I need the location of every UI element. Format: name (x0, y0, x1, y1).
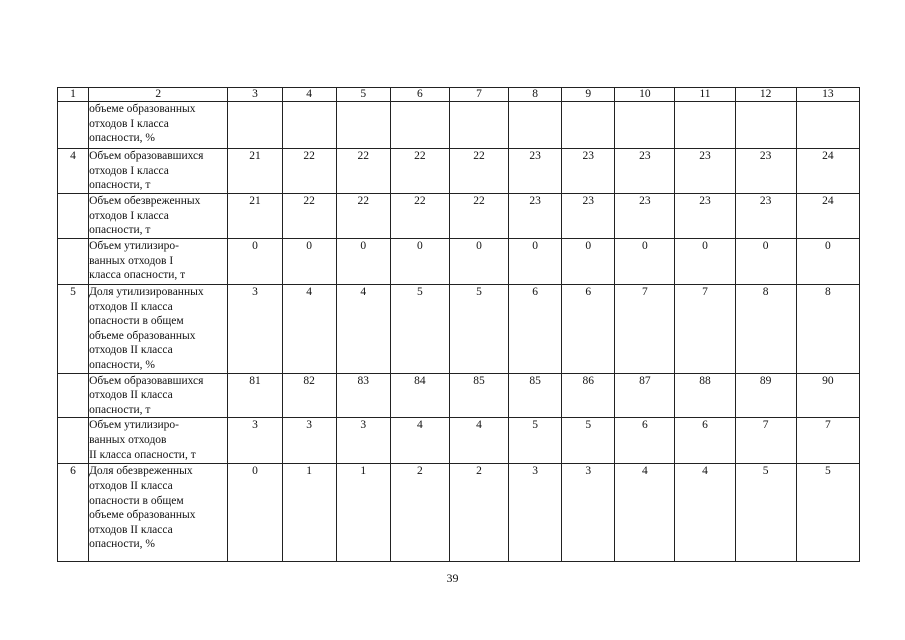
value-cell: 3 (228, 418, 282, 464)
value-cell: 6 (509, 285, 562, 374)
value-cell (562, 102, 615, 149)
value-cell: 89 (735, 373, 796, 418)
value-cell: 3 (562, 464, 615, 562)
value-cell: 22 (449, 194, 508, 239)
value-cell (796, 102, 859, 149)
indicator-name-cell: Объем утилизиро- ванных отходов I класса опасности, т (89, 239, 228, 285)
value-cell (509, 102, 562, 149)
value-cell: 0 (735, 239, 796, 285)
header-cell: 12 (735, 88, 796, 102)
row-number-cell: 5 (58, 285, 89, 374)
indicator-name-cell: Объем обезвреженных отходов I класса опасности, т (89, 194, 228, 239)
value-cell: 83 (336, 373, 390, 418)
value-cell: 23 (509, 194, 562, 239)
header-cell: 5 (336, 88, 390, 102)
value-cell (282, 102, 336, 149)
value-cell: 4 (615, 464, 675, 562)
value-cell: 7 (615, 285, 675, 374)
value-cell: 90 (796, 373, 859, 418)
value-cell: 5 (735, 464, 796, 562)
value-cell: 4 (282, 285, 336, 374)
value-cell: 0 (390, 239, 449, 285)
value-cell: 8 (735, 285, 796, 374)
value-cell: 0 (449, 239, 508, 285)
value-cell (449, 102, 508, 149)
table-row (58, 102, 860, 149)
value-cell: 4 (675, 464, 735, 562)
value-cell: 4 (390, 418, 449, 464)
table-row (58, 373, 860, 418)
indicator-name-cell: Доля обезвреженных отходов II класса опасности в общем объеме образованных отходов II класса опасности, % (89, 464, 228, 562)
value-cell: 0 (675, 239, 735, 285)
row-number-cell (58, 418, 89, 464)
value-cell: 85 (449, 373, 508, 418)
value-cell: 23 (675, 194, 735, 239)
value-cell (735, 102, 796, 149)
value-cell: 22 (282, 194, 336, 239)
value-cell: 0 (282, 239, 336, 285)
header-cell: 7 (449, 88, 508, 102)
value-cell: 6 (675, 418, 735, 464)
row-number-cell (58, 239, 89, 285)
value-cell: 0 (336, 239, 390, 285)
table-row (58, 418, 860, 464)
table-row (58, 149, 860, 194)
value-cell: 3 (509, 464, 562, 562)
value-cell: 4 (336, 285, 390, 374)
value-cell: 8 (796, 285, 859, 374)
value-cell: 23 (735, 194, 796, 239)
header-cell: 9 (562, 88, 615, 102)
indicator-name-cell: Объем образовавшихся отходов II класса опасности, т (89, 373, 228, 418)
value-cell: 5 (562, 418, 615, 464)
row-number-cell (58, 102, 89, 149)
value-cell: 3 (228, 285, 282, 374)
value-cell: 2 (390, 464, 449, 562)
indicator-name-cell: Доля утилизированных отходов II класса опасности в общем объеме образованных отходов II класса опасности, % (89, 285, 228, 374)
value-cell: 4 (449, 418, 508, 464)
value-cell: 22 (336, 149, 390, 194)
table-row (58, 194, 860, 239)
value-cell: 21 (228, 194, 282, 239)
header-cell: 2 (89, 88, 228, 102)
value-cell (615, 102, 675, 149)
value-cell: 3 (282, 418, 336, 464)
value-cell: 21 (228, 149, 282, 194)
header-cell: 1 (58, 88, 89, 102)
row-number-cell (58, 373, 89, 418)
value-cell: 23 (675, 149, 735, 194)
value-cell: 81 (228, 373, 282, 418)
value-cell: 0 (796, 239, 859, 285)
table-row (58, 285, 860, 374)
value-cell: 23 (562, 149, 615, 194)
value-cell: 23 (562, 194, 615, 239)
value-cell (390, 102, 449, 149)
value-cell: 24 (796, 149, 859, 194)
value-cell: 86 (562, 373, 615, 418)
value-cell: 2 (449, 464, 508, 562)
value-cell: 7 (735, 418, 796, 464)
value-cell: 87 (615, 373, 675, 418)
row-number-cell (58, 194, 89, 239)
value-cell: 5 (509, 418, 562, 464)
value-cell: 0 (615, 239, 675, 285)
value-cell: 23 (735, 149, 796, 194)
header-cell: 6 (390, 88, 449, 102)
page-number: 39 (446, 571, 459, 585)
value-cell (336, 102, 390, 149)
indicator-name-cell: объеме образованных отходов I класса опасности, % (89, 102, 228, 149)
value-cell: 6 (562, 285, 615, 374)
header-cell: 3 (228, 88, 282, 102)
value-cell: 1 (336, 464, 390, 562)
value-cell: 23 (509, 149, 562, 194)
value-cell: 0 (228, 464, 282, 562)
value-cell: 5 (796, 464, 859, 562)
header-cell: 13 (796, 88, 859, 102)
indicator-name-cell: Объем образовавшихся отходов I класса опасности, т (89, 149, 228, 194)
value-cell: 22 (390, 194, 449, 239)
header-cell: 11 (675, 88, 735, 102)
value-cell: 24 (796, 194, 859, 239)
table-header-row (58, 88, 860, 102)
value-cell: 6 (615, 418, 675, 464)
data-table (57, 87, 860, 562)
value-cell: 85 (509, 373, 562, 418)
value-cell: 0 (509, 239, 562, 285)
value-cell (675, 102, 735, 149)
value-cell: 5 (449, 285, 508, 374)
value-cell: 7 (796, 418, 859, 464)
value-cell: 22 (390, 149, 449, 194)
value-cell: 1 (282, 464, 336, 562)
value-cell: 22 (336, 194, 390, 239)
indicator-name-cell: Объем утилизиро- ванных отходов II класса опасности, т (89, 418, 228, 464)
row-number-cell: 6 (58, 464, 89, 562)
value-cell: 0 (228, 239, 282, 285)
value-cell: 23 (615, 149, 675, 194)
header-cell: 4 (282, 88, 336, 102)
value-cell: 22 (282, 149, 336, 194)
value-cell: 23 (615, 194, 675, 239)
row-number-cell: 4 (58, 149, 89, 194)
value-cell: 3 (336, 418, 390, 464)
value-cell: 88 (675, 373, 735, 418)
value-cell (228, 102, 282, 149)
value-cell: 84 (390, 373, 449, 418)
table-row (58, 464, 860, 562)
header-cell: 10 (615, 88, 675, 102)
value-cell: 82 (282, 373, 336, 418)
value-cell: 0 (562, 239, 615, 285)
table-row (58, 239, 860, 285)
value-cell: 22 (449, 149, 508, 194)
value-cell: 7 (675, 285, 735, 374)
header-cell: 8 (509, 88, 562, 102)
value-cell: 5 (390, 285, 449, 374)
